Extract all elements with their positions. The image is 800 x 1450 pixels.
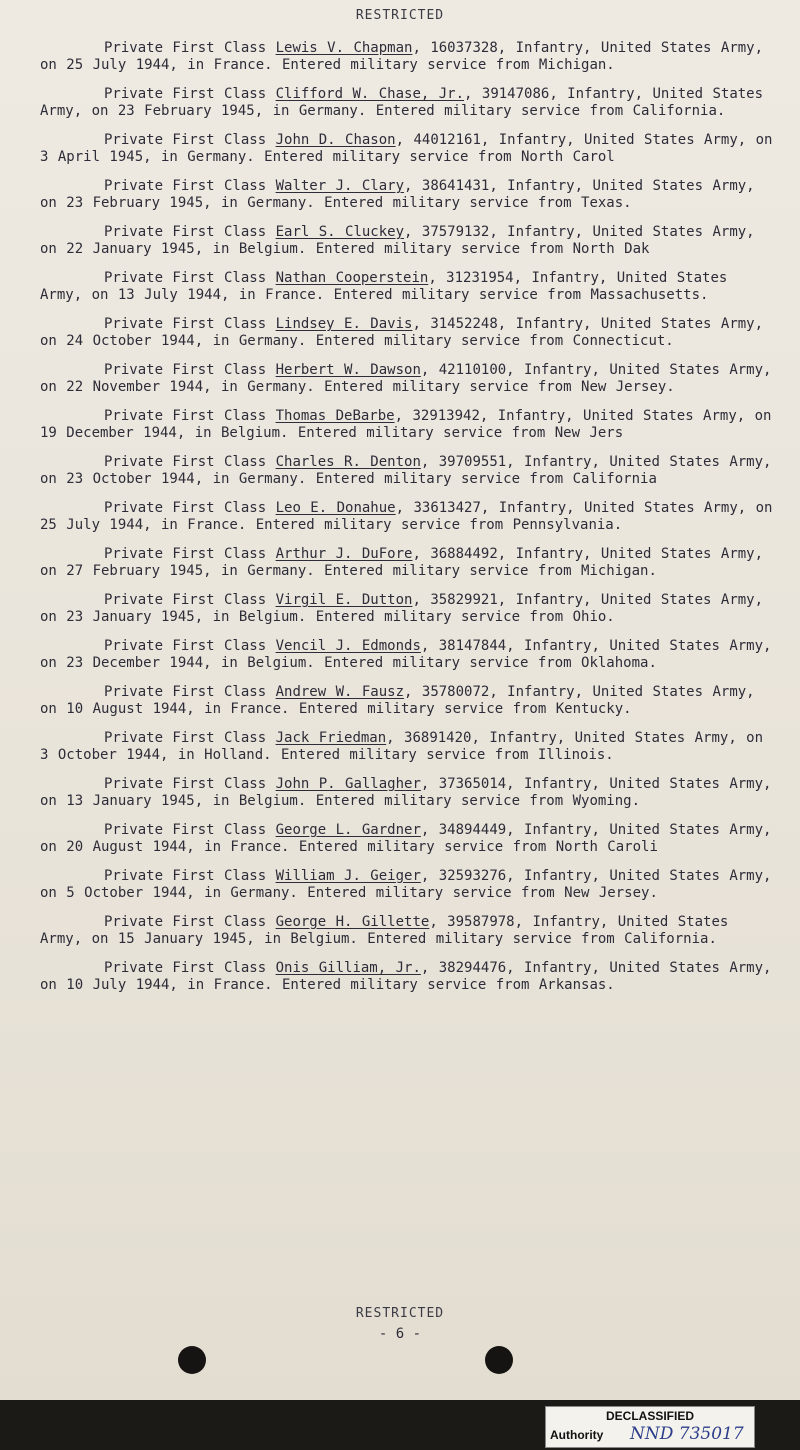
casualty-entry: Private First Class Virgil E. Dutton, 35829921, Infantry, United States Army, on 23 January 1945, in Belgium. Entered military service from Ohio.: [40, 592, 764, 625]
casualty-entry: Private First Class George H. Gillette, 39587978, Infantry, United States Army, on 15 January 1945, in Belgium. Entered military service from California.: [40, 914, 729, 947]
entry-details: 38641431, Infantry, United States Army, on 23 February 1945, in Germany. Entered military service from Texas.: [40, 178, 755, 211]
entry-name: Arthur J. DuFore: [275, 546, 413, 562]
entry-rank: Private First Class: [104, 592, 267, 608]
entry-rank: Private First Class: [104, 730, 267, 746]
entry-name: Earl S. Cluckey: [275, 224, 405, 240]
entry-details: 42110100, Infantry, United States Army, on 22 November 1944, in Germany. Entered military service from New Jersey.: [40, 362, 772, 395]
entry-rank: Private First Class: [104, 454, 267, 470]
casualty-entry: Private First Class William J. Geiger, 32593276, Infantry, United States Army, on 5 October 1944, in Germany. Entered military service from New Jersey.: [40, 868, 772, 901]
entry-details: 36884492, Infantry, United States Army, on 27 February 1945, in Germany. Entered military service from Michigan.: [40, 546, 764, 579]
entry-name: Herbert W. Dawson: [275, 362, 421, 378]
entry-details: 35780072, Infantry, United States Army, on 10 August 1944, in France. Entered military service from Kentucky.: [40, 684, 755, 717]
casualty-entry: Private First Class Onis Gilliam, Jr., 38294476, Infantry, United States Army, on 10 July 1944, in France. Entered military service from Arkansas.: [40, 960, 772, 993]
casualty-entry: Private First Class Charles R. Denton, 39709551, Infantry, United States Army, on 23 October 1944, in Germany. Entered military service from California: [40, 454, 772, 487]
entry-rank: Private First Class: [104, 546, 267, 562]
page-number: - 6 -: [378, 1326, 422, 1342]
entry-name: William J. Geiger: [275, 868, 421, 884]
entry-rank: Private First Class: [104, 408, 267, 424]
classification-header: RESTRICTED: [355, 8, 445, 23]
entry-rank: Private First Class: [104, 684, 267, 700]
declassified-stamp: [545, 1406, 755, 1448]
entry-name: Vencil J. Edmonds: [275, 638, 421, 654]
entry-details: 35829921, Infantry, United States Army, on 23 January 1945, in Belgium. Entered military service from Ohio.: [40, 592, 764, 625]
entry-rank: Private First Class: [104, 776, 267, 792]
casualty-entry: Private First Class Arthur J. DuFore, 36884492, Infantry, United States Army, on 27 February 1945, in Germany. Entered military service from Michigan.: [40, 546, 764, 579]
entry-rank: Private First Class: [104, 362, 267, 378]
casualty-entry: Private First Class John P. Gallagher, 37365014, Infantry, United States Army, on 13 January 1945, in Belgium. Entered military service from Wyoming.: [40, 776, 772, 809]
entry-name: Jack Friedman: [275, 730, 387, 746]
punch-hole-right: [485, 1346, 513, 1374]
entry-details: 39709551, Infantry, United States Army, on 23 October 1944, in Germany. Entered military service from California: [40, 454, 772, 487]
entry-rank: Private First Class: [104, 86, 267, 102]
entry-rank: Private First Class: [104, 40, 267, 56]
entry-name: Leo E. Donahue: [275, 500, 396, 516]
entry-details: 38294476, Infantry, United States Army, on 10 July 1944, in France. Entered military service from Arkansas.: [40, 960, 772, 993]
entry-name: Thomas DeBarbe: [275, 408, 395, 424]
entry-details: 37365014, Infantry, United States Army, on 13 January 1945, in Belgium. Entered military service from Wyoming.: [40, 776, 772, 809]
entry-details: 31452248, Infantry, United States Army, on 24 October 1944, in Germany. Entered military service from Connecticut.: [40, 316, 764, 349]
entry-rank: Private First Class: [104, 500, 267, 516]
punch-hole-left: [178, 1346, 206, 1374]
entry-name: Nathan Cooperstein: [275, 270, 429, 286]
entry-details: 36891420, Infantry, United States Army, on 3 October 1944, in Holland. Entered military service from Illinois.: [40, 730, 764, 763]
casualty-entry: Private First Class George L. Gardner, 34894449, Infantry, United States Army, on 20 August 1944, in France. Entered military service from North Caroli: [40, 822, 772, 855]
classification-footer: RESTRICTED: [355, 1306, 445, 1321]
entry-details: 39147086, Infantry, United States Army, on 23 February 1945, in Germany. Entered military service from California.: [40, 86, 764, 119]
entry-rank: Private First Class: [104, 638, 267, 654]
casualty-entry: Private First Class Clifford W. Chase, Jr., 39147086, Infantry, United States Army, on 23 February 1945, in Germany. Entered military service from California.: [40, 86, 764, 119]
entry-details: 39587978, Infantry, United States Army, on 15 January 1945, in Belgium. Entered military service from California.: [40, 914, 729, 947]
entry-details: 37579132, Infantry, United States Army, on 22 January 1945, in Belgium. Entered military service from North Dak: [40, 224, 755, 257]
entry-name: Charles R. Denton: [275, 454, 421, 470]
entry-rank: Private First Class: [104, 914, 267, 930]
stamp-authority-label: Authority: [550, 1428, 604, 1442]
casualty-entry: Private First Class Nathan Cooperstein, 31231954, Infantry, United States Army, on 13 July 1944, in France. Entered military service from Massachusetts.: [40, 270, 728, 303]
casualty-entry: Private First Class Thomas DeBarbe, 32913942, Infantry, United States Army, on 19 December 1944, in Belgium. Entered military service from New Jers: [40, 408, 772, 441]
entry-details: 38147844, Infantry, United States Army, on 23 December 1944, in Belgium. Entered military service from Oklahoma.: [40, 638, 772, 671]
entry-rank: Private First Class: [104, 224, 267, 240]
entry-rank: Private First Class: [104, 960, 267, 976]
casualty-entry: Private First Class John D. Chason, 44012161, Infantry, United States Army, on 3 April 1945, in Germany. Entered military service from North Carol: [40, 132, 773, 165]
casualty-entry: Private First Class Leo E. Donahue, 33613427, Infantry, United States Army, on 25 July 1944, in France. Entered military service from Pennsylvania.: [40, 500, 773, 533]
entry-rank: Private First Class: [104, 822, 267, 838]
casualty-entry: Private First Class Vencil J. Edmonds, 38147844, Infantry, United States Army, on 23 December 1944, in Belgium. Entered military service from Oklahoma.: [40, 638, 772, 671]
casualty-entry: Private First Class Jack Friedman, 36891420, Infantry, United States Army, on 3 October 1944, in Holland. Entered military service from Illinois.: [40, 730, 764, 763]
entry-name: Virgil E. Dutton: [275, 592, 413, 608]
entry-details: 31231954, Infantry, United States Army, on 13 July 1944, in France. Entered military service from Massachusetts.: [40, 270, 728, 303]
entry-name: George L. Gardner: [275, 822, 421, 838]
stamp-authority-value: NND 735017: [630, 1424, 744, 1444]
entry-details: 44012161, Infantry, United States Army, on 3 April 1945, in Germany. Entered military service from North Carol: [40, 132, 773, 165]
stamp-title: DECLASSIFIED: [605, 1409, 694, 1423]
entry-name: Andrew W. Fausz: [275, 684, 405, 700]
entry-name: Clifford W. Chase, Jr.: [275, 86, 465, 102]
entry-name: John D. Chason: [275, 132, 396, 148]
entry-rank: Private First Class: [104, 316, 267, 332]
entry-list: [40, 40, 775, 1006]
entry-details: 33613427, Infantry, United States Army, on 25 July 1944, in France. Entered military service from Pennsylvania.: [40, 500, 773, 533]
casualty-entry: Private First Class Lindsey E. Davis, 31452248, Infantry, United States Army, on 24 October 1944, in Germany. Entered military service from Connecticut.: [40, 316, 764, 349]
entry-rank: Private First Class: [104, 270, 267, 286]
entry-details: 32593276, Infantry, United States Army, on 5 October 1944, in Germany. Entered military service from New Jersey.: [40, 868, 772, 901]
casualty-entry: Private First Class Herbert W. Dawson, 42110100, Infantry, United States Army, on 22 November 1944, in Germany. Entered military service from New Jersey.: [40, 362, 772, 395]
casualty-entry: Private First Class Lewis V. Chapman, 16037328, Infantry, United States Army, on 25 July 1944, in France. Entered military service from Michigan.: [40, 40, 764, 73]
entry-details: 34894449, Infantry, United States Army, on 20 August 1944, in France. Entered military service from North Caroli: [40, 822, 772, 855]
entry-rank: Private First Class: [104, 868, 267, 884]
entry-rank: Private First Class: [104, 178, 267, 194]
entry-details: 32913942, Infantry, United States Army, on 19 December 1944, in Belgium. Entered military service from New Jers: [40, 408, 772, 441]
entry-rank: Private First Class: [104, 132, 267, 148]
entry-name: John P. Gallagher: [275, 776, 421, 792]
entry-name: Lewis V. Chapman: [275, 40, 413, 56]
casualty-entry: Private First Class Andrew W. Fausz, 35780072, Infantry, United States Army, on 10 August 1944, in France. Entered military service from Kentucky.: [40, 684, 755, 717]
casualty-entry: Private First Class Earl S. Cluckey, 37579132, Infantry, United States Army, on 22 January 1945, in Belgium. Entered military service from North Dak: [40, 224, 755, 257]
entry-name: Onis Gilliam, Jr.: [275, 960, 421, 976]
entry-name: George H. Gillette: [275, 914, 430, 930]
entry-name: Walter J. Clary: [275, 178, 405, 194]
entry-details: 16037328, Infantry, United States Army, on 25 July 1944, in France. Entered military service from Michigan.: [40, 40, 764, 73]
entry-name: Lindsey E. Davis: [275, 316, 413, 332]
casualty-entry: Private First Class Walter J. Clary, 38641431, Infantry, United States Army, on 23 February 1945, in Germany. Entered military service from Texas.: [40, 178, 755, 211]
